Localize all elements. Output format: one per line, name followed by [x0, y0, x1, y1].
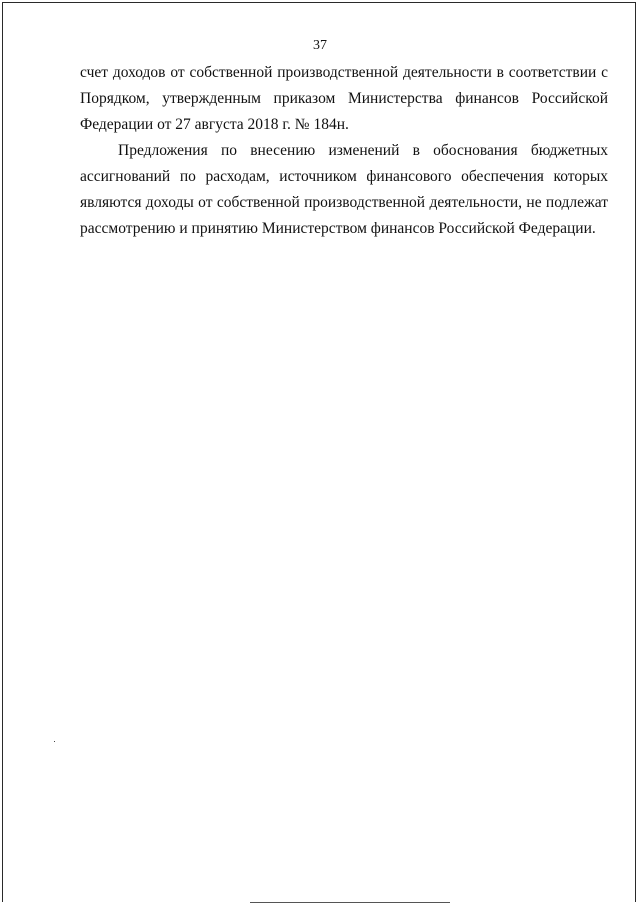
paragraph-2-line-4: рассмотрению и принятию Министерством финансов Российской Федерации.	[80, 220, 596, 237]
paragraph-1-line-3: Федерации от 27 августа 2018 г. № 184н.	[80, 116, 349, 133]
paragraph-1	[80, 60, 608, 138]
page-number: 37	[313, 38, 327, 53]
paragraph-2-line-1: Предложения по внесению изменений в обоснования бюджетных	[118, 142, 608, 159]
scan-bottom-edge	[250, 902, 450, 903]
document-body	[80, 60, 608, 242]
paragraph-2-line-2: ассигнований по расходам, источником финансового обеспечения которых	[80, 168, 608, 185]
paragraph-2-line-3: являются доходы от собственной производственной деятельности, не подлежат	[80, 194, 608, 211]
scan-speck	[54, 741, 55, 742]
paragraph-1-line-1: счет доходов от собственной производственной деятельности в соответствии с	[80, 64, 608, 81]
paragraph-2	[80, 138, 608, 242]
paragraph-1-line-2: Порядком, утвержденным приказом Министерства финансов Российской	[80, 90, 608, 107]
